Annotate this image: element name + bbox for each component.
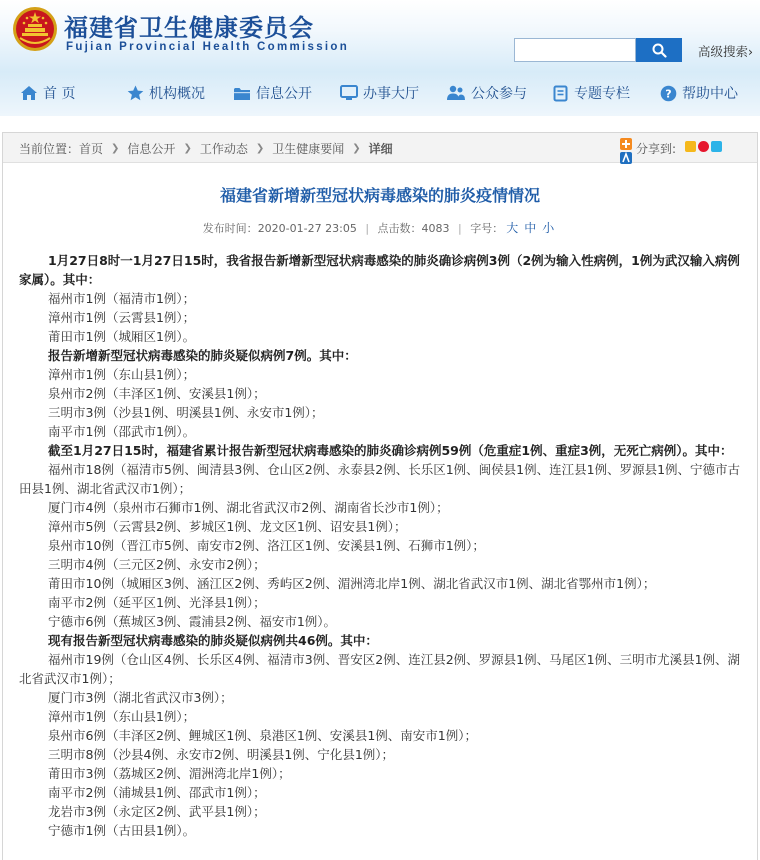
search-button[interactable]: [636, 38, 682, 62]
article-paragraph: 厦门市3例（湖北省武汉市3例）；: [48, 690, 233, 705]
monitor-icon: [340, 85, 358, 101]
nav-item-services[interactable]: [340, 74, 419, 112]
document-icon: [553, 85, 569, 102]
article-paragraph: 南平市2例（浦城县1例、邵武市1例）；: [48, 785, 266, 800]
people-icon: [446, 85, 466, 101]
click-count-label: 点击数：: [377, 222, 422, 235]
breadcrumb-info-disclosure[interactable]: 信息公开: [127, 142, 176, 156]
article-paragraph: 莆田市1例（城厢区1例）。: [48, 329, 196, 344]
article-paragraph: 泉州市6例（丰泽区2例、鲤城区1例、泉港区1例、安溪县1例、南安市1例）；: [48, 728, 477, 743]
nav-item-public-participation[interactable]: [446, 74, 527, 112]
nav-label: 首 页: [43, 86, 76, 102]
article-paragraph: 漳州市5例（云霄县2例、芗城区1例、龙文区1例、诏安县1例）；: [48, 519, 407, 534]
article-paragraph: 漳州市1例（云霄县1例）；: [48, 310, 196, 325]
publish-time-label: 发布时间：: [202, 222, 258, 235]
article-paragraph: 报告新增新型冠状病毒感染的肺炎疑似病例7例。其中：: [48, 348, 357, 363]
article-paragraph: 漳州市1例（东山县1例）；: [48, 367, 196, 382]
main-nav: [0, 74, 760, 112]
svg-text:?: ?: [665, 87, 672, 101]
article-paragraph: 泉州市10例（晋江市5例、南安市2例、洛江区1例、安溪县1例、石狮市1例）；: [48, 538, 485, 553]
article-paragraph: 南平市2例（延平区1例、光泽县1例）；: [48, 595, 266, 610]
article-paragraph: 厦门市4例（泉州市石狮市1例、湖北省武汉市2例、湖南省长沙市1例）；: [48, 500, 449, 515]
article-paragraph: 龙岩市3例（永定区2例、武平县1例）；: [48, 804, 266, 819]
nav-item-help-center[interactable]: [660, 74, 738, 112]
help-icon: [660, 85, 677, 102]
chevron-right-icon: ❯: [352, 143, 361, 154]
article-paragraph: 福州市19例（仓山区4例、长乐区4例、福清市3例、晋安区2例、连江县2例、罗源县1例、马尾区1例、三明市尤溪县1例、湖北省武汉市1例）；: [19, 652, 741, 686]
article-title: 福建省新增新型冠状病毒感染的肺炎疫情情况: [219, 186, 540, 205]
article-paragraph: 宁德市6例（蕉城区3例、霞浦县2例、福安市1例）。: [48, 614, 337, 629]
search-icon: [652, 43, 667, 58]
article-meta: [3, 219, 757, 236]
article-paragraph: 漳州市1例（东山县1例）；: [48, 709, 196, 724]
article-paragraph: 福州市1例（福清市1例）；: [48, 291, 196, 306]
folder-icon: [233, 86, 251, 101]
breadcrumb-health-news[interactable]: 卫生健康要闻: [272, 142, 345, 156]
star-icon: [127, 85, 144, 101]
chevron-right-icon: ❯: [183, 143, 192, 154]
nav-item-about[interactable]: [127, 74, 205, 112]
breadcrumb-work-news[interactable]: 工作动态: [199, 142, 248, 156]
article-paragraph: 1月27日8时一1月27日15时，我省报告新增新型冠状病毒感染的肺炎确诊病例3例（2例为输入性病例，1例为武汉输入病例家属）。其中：: [19, 253, 740, 287]
site-subtitle: Fujian Provincial Health Commission: [66, 41, 350, 53]
publish-time: 2020-01-27 23:05: [257, 222, 357, 235]
article-paragraph: 泉州市2例（丰泽区1例、安溪县1例）；: [48, 386, 266, 401]
breadcrumb-home[interactable]: 首页: [79, 142, 104, 156]
share-plus-icon[interactable]: [619, 137, 633, 167]
nav-item-info-disclosure[interactable]: [233, 74, 312, 112]
article-paragraph: 三明市4例（三元区2例、永安市2例）；: [48, 557, 266, 572]
advanced-search-link[interactable]: 高级搜索›: [698, 44, 753, 59]
meta-divider: |: [458, 222, 462, 235]
nav-label: 公众参与: [471, 86, 527, 102]
article-paragraph: 三明市3例（沙县1例、明溪县1例、永安市1例）；: [48, 405, 324, 420]
article-paragraph: 南平市1例（邵武市1例）。: [48, 424, 196, 439]
nav-label: 信息公开: [256, 86, 312, 102]
share-icons: [685, 141, 722, 152]
click-count: 4083: [421, 222, 450, 235]
nav-item-home[interactable]: [20, 74, 75, 112]
national-emblem-logo: [12, 6, 58, 52]
article-paragraph: 宁德市1例（古田县1例）。: [48, 823, 196, 838]
nav-label: 帮助中心: [682, 86, 738, 102]
font-size-small-button[interactable]: 小: [542, 221, 555, 235]
breadcrumb-current: 详细: [368, 142, 393, 156]
breadcrumb: [19, 140, 393, 157]
qzone-share-icon[interactable]: [685, 141, 696, 152]
chevron-right-icon: ❯: [255, 143, 265, 154]
breadcrumb-prefix: 当前位置：: [19, 142, 80, 156]
nav-label: 专题专栏: [574, 86, 630, 102]
share-label: 分享到:: [636, 142, 677, 156]
article-paragraph: 福州市18例（福清市5例、闽清县3例、仓山区2例、永泰县2例、长乐区1例、闽侯县1例、连江县1例、罗源县1例、宁德市古田县1例、湖北省武汉市1例）；: [19, 462, 741, 496]
tencent-share-icon[interactable]: [711, 141, 722, 152]
site-title: 福建省卫生健康委员会: [64, 13, 314, 42]
weibo-share-icon[interactable]: [698, 141, 709, 152]
article-paragraph: 截至1月27日15时，福建省累计报告新型冠状病毒感染的肺炎确诊病例59例（危重症1例、重症3例，无死亡病例）。其中：: [48, 443, 733, 458]
article-body: [19, 251, 741, 840]
chevron-right-icon: ❯: [111, 143, 120, 154]
site-header: [0, 0, 760, 116]
article-paragraph: 三明市8例（沙县4例、永安市2例、明溪县1例、宁化县1例）；: [48, 747, 395, 762]
nav-item-special-topics[interactable]: [553, 74, 630, 112]
font-size-large-button[interactable]: 大: [506, 221, 519, 235]
article-paragraph: 莆田市3例（荔城区2例、湄洲湾北岸1例）；: [48, 766, 291, 781]
nav-label: 办事大厅: [363, 86, 419, 102]
nav-label: 机构概况: [149, 86, 205, 102]
font-size-medium-button[interactable]: 中: [524, 221, 537, 235]
meta-divider: |: [365, 222, 370, 235]
article-container: [2, 132, 758, 860]
home-icon: [20, 85, 38, 101]
search-input[interactable]: [514, 38, 636, 62]
font-size-label: 字号：: [470, 222, 504, 235]
article-paragraph: 现有报告新型冠状病毒感染的肺炎疑似病例共46例。其中：: [48, 633, 378, 648]
article-paragraph: 莆田市10例（城厢区3例、涵江区2例、秀屿区2例、湄洲湾北岸1例、湖北省武汉市1例、湖北省鄂州市1例）；: [48, 576, 656, 591]
breadcrumb-bar: [3, 133, 757, 163]
